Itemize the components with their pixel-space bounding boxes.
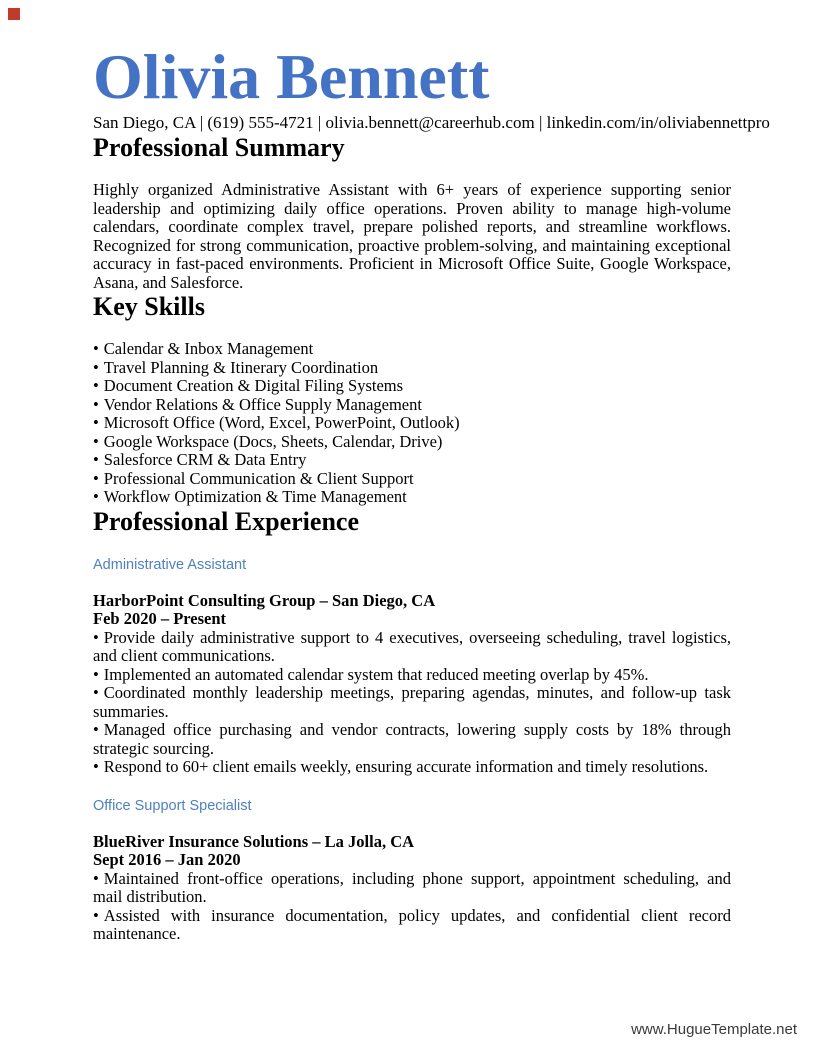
skill-item [93, 340, 731, 359]
skill-label: Travel Planning & Itinerary Coordination [103, 357, 379, 377]
bullet-glyph: • [93, 450, 99, 469]
summary-paragraph: Highly organized Administrative Assistant with 6+ years of experience supporting senior leadership and optimizing daily office operations. Proven ability to manage high-volume calendars, coordinate complex travel, prepare polished reports, and streamline workflows. Recognized for strong communication, proactive problem-solving, and maintaining exceptional accuracy in fast-paced environments. Proficient in Microsoft Office Suite, Google Workspace, Asana, and Salesforce. [93, 180, 731, 292]
bullet-glyph: • [93, 905, 99, 925]
bullet-glyph: • [93, 664, 99, 684]
skill-label: Vendor Relations & Office Supply Management [103, 394, 422, 414]
job-bullet [93, 870, 731, 907]
skill-label: Salesforce CRM & Data Entry [103, 450, 307, 469]
job-bullet [93, 907, 731, 944]
job-bullet [93, 758, 731, 777]
bullet-glyph: • [93, 357, 99, 377]
dates-line: Sept 2016 – Jan 2020 [93, 850, 241, 869]
bullet-glyph: • [93, 431, 99, 451]
skill-label: Google Workspace (Docs, Sheets, Calendar, Drive) [103, 431, 443, 451]
bullet-text: Maintained front-office operations, including phone support, appointment scheduling, and mail distribution. [93, 868, 731, 906]
bullet-glyph: • [93, 683, 99, 702]
bullet-text: Coordinated monthly leadership meetings, preparing agendas, minutes, and follow-up task summaries. [93, 683, 731, 721]
bullet-text: Assisted with insurance documentation, policy updates, and confidential client record maintenance. [93, 905, 731, 943]
skills-list [93, 340, 731, 507]
bullet-glyph: • [93, 757, 99, 776]
company-line: HarborPoint Consulting Group – San Diego, CA [93, 590, 436, 610]
job-bullet [93, 666, 731, 685]
bullet-text: Implemented an automated calendar system that reduced meeting overlap by 45%. [103, 664, 649, 684]
job-title-administrative-assistant: Administrative Assistant [93, 556, 247, 573]
job-bullet [93, 684, 731, 721]
corner-marker [8, 8, 20, 20]
section-heading-experience: Professional Experience [93, 506, 359, 536]
bullet-glyph: • [93, 627, 99, 647]
company-line: BlueRiver Insurance Solutions – La Jolla, CA [93, 831, 415, 851]
skill-item [93, 414, 731, 433]
skill-label: Document Creation & Digital Filing Systems [103, 376, 404, 395]
company-block [93, 833, 731, 870]
skill-item [93, 488, 731, 507]
job-title-office-support-specialist: Office Support Specialist [93, 797, 252, 814]
bullet-glyph: • [93, 468, 99, 488]
skill-item [93, 433, 731, 452]
skill-item [93, 359, 731, 378]
bullet-glyph: • [93, 487, 99, 506]
skill-item [93, 451, 731, 470]
skill-label: Microsoft Office (Word, Excel, PowerPoint, Outlook) [103, 413, 460, 432]
bullet-text: Provide daily administrative support to 4 executives, overseeing scheduling, travel logistics, and client communications. [93, 627, 731, 665]
bullet-glyph: • [93, 339, 99, 358]
company-block [93, 592, 731, 629]
skill-item [93, 396, 731, 415]
job-bullet [93, 629, 731, 666]
bullet-text: Managed office purchasing and vendor contracts, lowering supply costs by 18% through strategic sourcing. [93, 720, 731, 758]
section-heading-skills: Key Skills [93, 292, 205, 321]
skill-item [93, 377, 731, 396]
job-bullets [93, 629, 731, 777]
bullet-glyph: • [93, 868, 99, 888]
dates-line: Feb 2020 – Present [93, 609, 227, 628]
contact-line: San Diego, CA | (619) 555-4721 | olivia.bennett@careerhub.com | linkedin.com/in/oliviabennettpro [93, 113, 770, 132]
job-bullet [93, 721, 731, 758]
job-bullets [93, 870, 731, 944]
skill-label: Calendar & Inbox Management [103, 339, 314, 358]
skill-label: Professional Communication & Client Support [103, 468, 414, 488]
bullet-text: Respond to 60+ client emails weekly, ensuring accurate information and timely resolutions. [103, 757, 709, 776]
footer-watermark: www.HugueTemplate.net [631, 1021, 797, 1038]
section-heading-summary: Professional Summary [93, 133, 345, 162]
bullet-glyph: • [93, 720, 99, 739]
skill-label: Workflow Optimization & Time Management [103, 487, 407, 506]
skill-item [93, 470, 731, 489]
bullet-glyph: • [93, 376, 99, 395]
bullet-glyph: • [93, 394, 99, 414]
bullet-glyph: • [93, 413, 99, 432]
page-title: Olivia Bennett [93, 41, 490, 112]
